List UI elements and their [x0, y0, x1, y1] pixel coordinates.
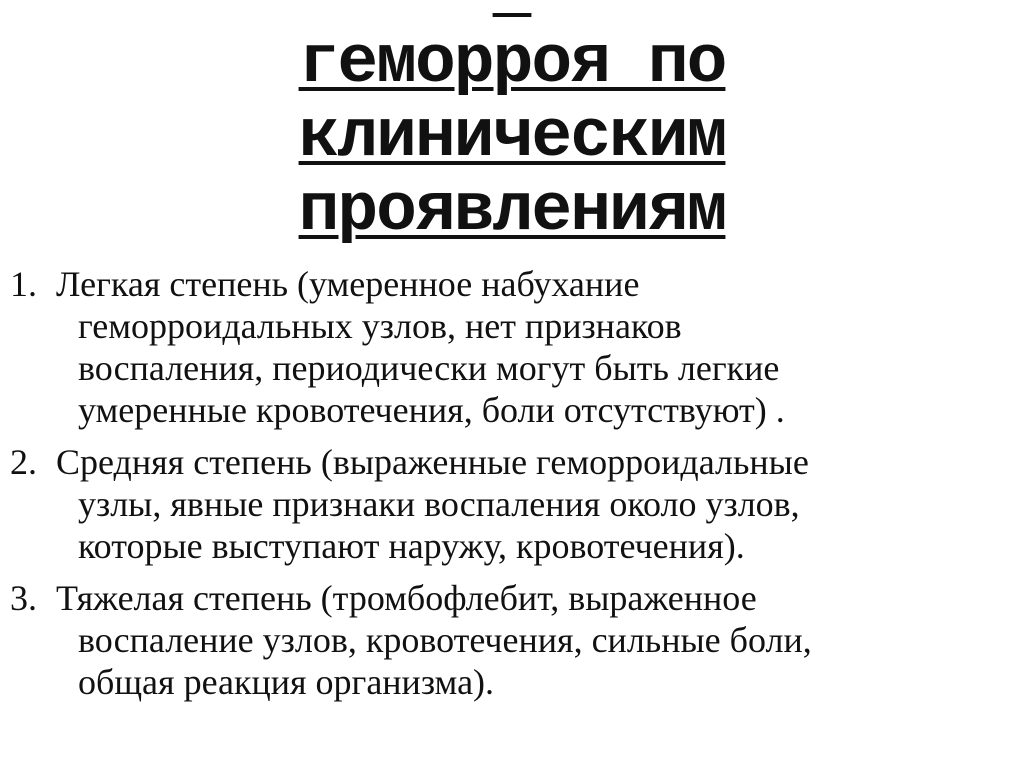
list-item-text: умеренные кровотечения, боли отсутствуют) . [78, 390, 785, 430]
list-item-text: которые выступают наружу, кровотечения). [78, 526, 745, 566]
list-item-number: 1. [10, 264, 37, 304]
title-line-3: проявлениям [298, 173, 726, 250]
list-item-text: Тяжелая степень (тромбофлебит, выраженное [56, 578, 757, 618]
list-item-number: 3. [10, 578, 37, 618]
list-item-text: воспаление узлов, кровотечения, сильные боли, [78, 620, 812, 660]
title-line-1: геморроя по [298, 25, 726, 102]
list-item-number: 2. [10, 442, 37, 482]
list-item-text: воспаления, периодически могут быть легкие [78, 348, 780, 388]
title-line-2: клиническим [298, 99, 726, 176]
list-item-3 [10, 577, 1010, 703]
severity-list [10, 263, 1010, 713]
list-item-text: общая реакция организма). [78, 662, 495, 702]
list-item-text: геморроидальных узлов, нет признаков [78, 306, 682, 346]
list-item-2 [10, 441, 1010, 567]
list-item-1 [10, 263, 1010, 431]
title-line-partial [0, 0, 1024, 27]
list-item-text: Средняя степень (выраженные геморроидальные [56, 442, 809, 482]
slide-title [0, 0, 1024, 249]
list-item-text: узлы, явные признаки воспаления около узлов, [78, 484, 800, 524]
list-item-text: Легкая степень (умеренное набухание [56, 264, 640, 304]
